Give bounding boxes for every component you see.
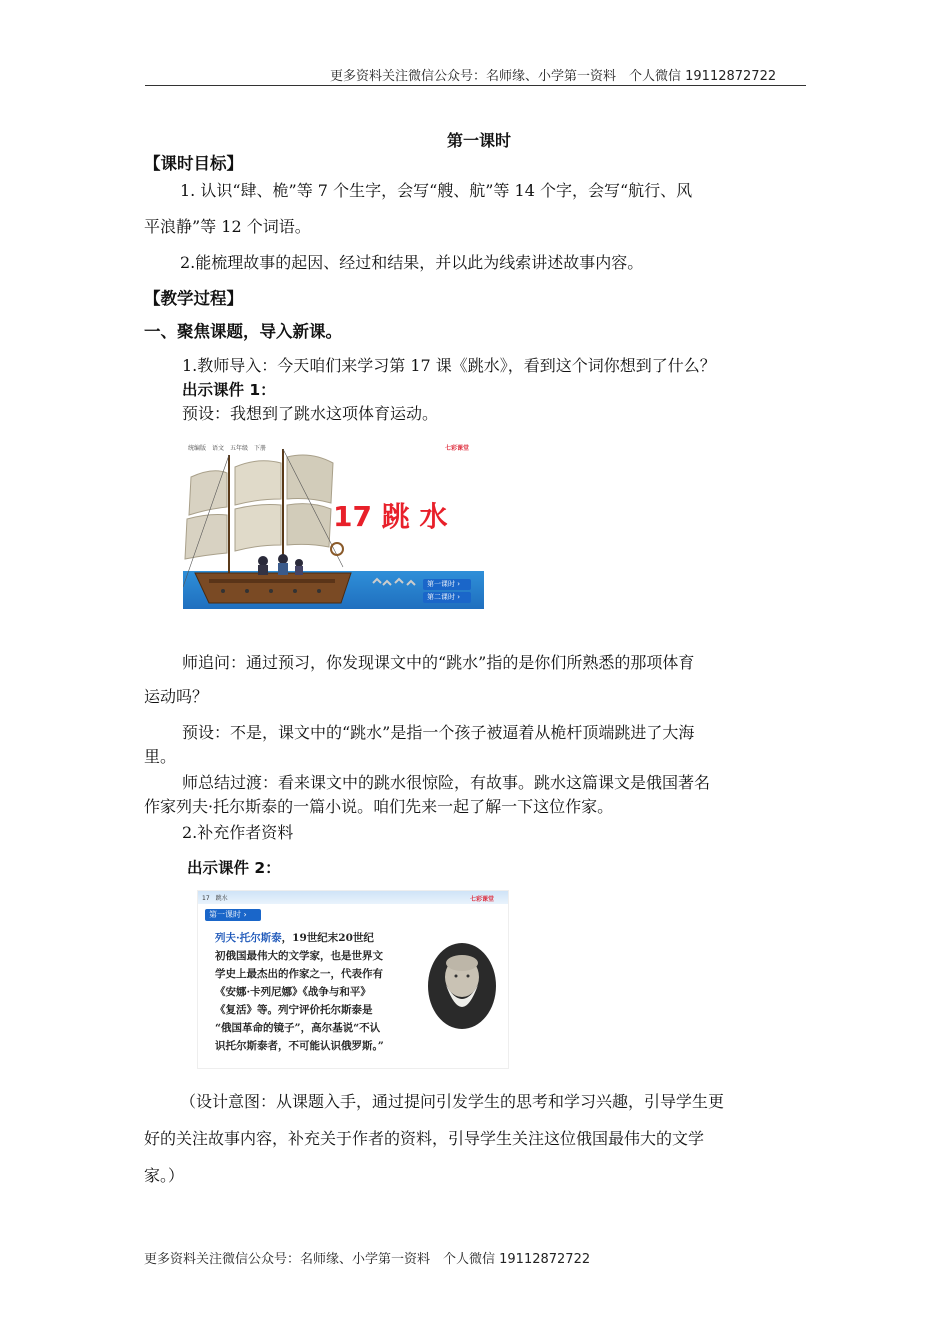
process-heading: 【教学过程】 xyxy=(144,289,243,308)
slide-2-top-label: 17 跳水 xyxy=(202,895,228,902)
design-intent-line1: （设计意图：从课题入手，通过提问引发学生的思考和学习兴趣，引导学生更 xyxy=(180,1092,725,1111)
step-1: 1.教师导入：今天咱们来学习第 17 课《跳水》，看到这个词你想到了什么？ xyxy=(182,356,716,375)
author-name: 列夫·托尔斯泰 xyxy=(215,932,282,944)
follow-up-question-line1: 师追问：通过预习，你发现课文中的“跳水”指的是你们所熟悉的那项体育 xyxy=(182,653,695,672)
show-courseware-2: 出示课件 2： xyxy=(187,859,281,877)
design-intent-line3: 家。） xyxy=(144,1166,185,1185)
preset-2-line2: 里。 xyxy=(144,747,177,766)
goal-2: 2.能梳理故事的起因、经过和结果，并以此为线索讲述故事内容。 xyxy=(180,253,644,272)
slide-2-top-bar xyxy=(198,891,508,904)
tolstoy-portrait xyxy=(426,941,498,1031)
page-footer: 更多资料关注微信公众号：名师缘、小学第一资料 个人微信 19112872722 xyxy=(144,1252,591,1267)
slide-1-logo: 七彩课堂 xyxy=(445,445,470,452)
slide-1-lesson-1-button: 第一课时 › xyxy=(423,579,471,590)
courseware-1-slide xyxy=(183,437,484,609)
follow-up-question-line2: 运动吗？ xyxy=(144,687,209,706)
preset-1: 预设：我想到了跳水这项体育运动。 xyxy=(182,404,439,423)
summary-line2: 作家列夫·托尔斯泰的一篇小说。咱们先来一起了解一下这位作家。 xyxy=(144,797,614,816)
part-1-heading: 一、聚焦课题，导入新课。 xyxy=(144,322,342,341)
header-divider xyxy=(145,85,806,86)
goal-1-line2: 平浪静”等 12 个词语。 xyxy=(144,217,311,236)
slide-1-top-label: 统编版 语文 五年级 下册 xyxy=(188,445,267,452)
slide-2-logo: 七彩课堂 xyxy=(470,896,495,903)
slide-2-text: 列夫·托尔斯泰，19世纪末20世纪 初俄国最伟大的文学家，也是世界文 学史上最杰出的作家之一，代表作有 《安娜·卡列尼娜》《战争与和平》 《复活》等。列宁评价托尔斯泰是 “俄国革命的镜子”，高尔基说“不认 识托尔斯泰者，不可能认识俄罗斯。” xyxy=(215,932,384,1052)
page-header: 更多资料关注微信公众号：名师缘、小学第一资料 个人微信 19112872722 xyxy=(330,69,777,84)
design-intent-line2: 好的关注故事内容，补充关于作者的资料，引导学生关注这位俄国最伟大的文学 xyxy=(144,1129,705,1148)
show-courseware-1: 出示课件 1： xyxy=(182,381,276,399)
summary-line1: 师总结过渡：看来课文中的跳水很惊险，有故事。跳水这篇课文是俄国著名 xyxy=(182,773,711,792)
courseware-2-slide xyxy=(197,890,509,1069)
preset-2-line1: 预设：不是，课文中的“跳水”是指一个孩子被逼着从桅杆顶端跳进了大海 xyxy=(182,723,695,742)
goal-1-line1: 1. 认识“肆、桅”等 7 个生字，会写“艘、航”等 14 个字，会写“航行、风 xyxy=(180,181,693,200)
step-2: 2.补充作者资料 xyxy=(182,823,294,842)
slide-1-lesson-2-button: 第二课时 › xyxy=(423,592,471,603)
slide-1-title: 17 跳 水 xyxy=(333,500,448,533)
goals-heading: 【课时目标】 xyxy=(144,154,243,173)
slide-2-lesson-button: 第一课时 › xyxy=(205,909,261,921)
page-title: 第一课时 xyxy=(447,131,512,150)
